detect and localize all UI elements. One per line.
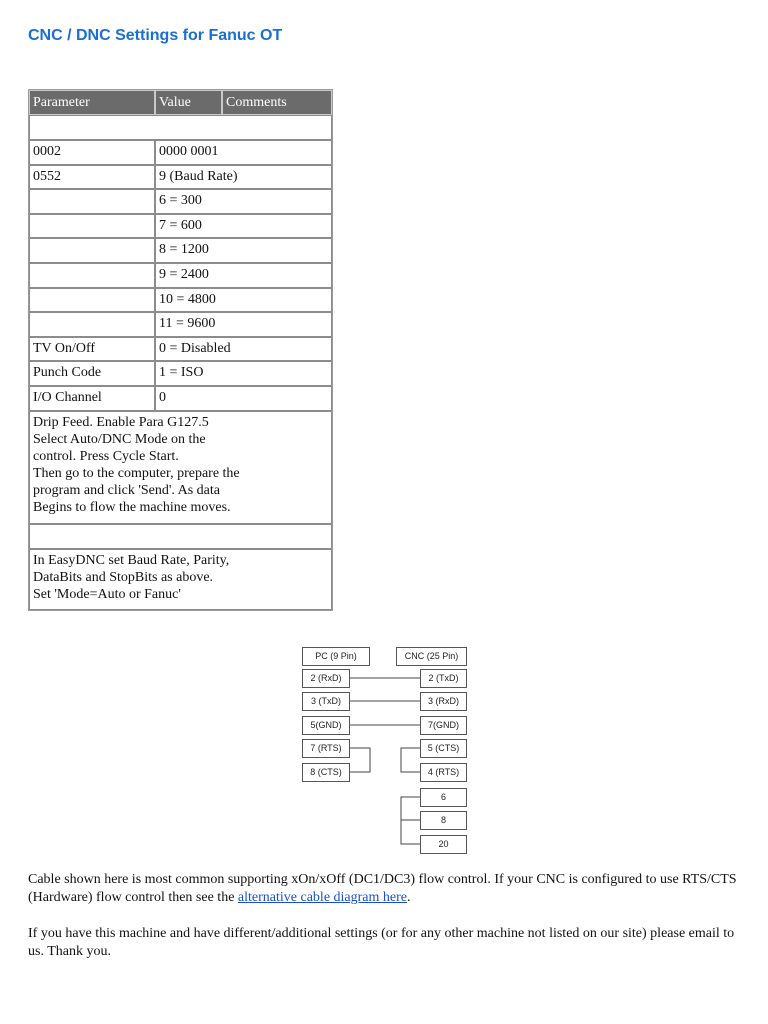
cnc-pin-box: 2 (TxD) — [420, 669, 467, 688]
parameter-cell — [29, 214, 155, 239]
cnc-pin-box: 7(GND) — [420, 716, 467, 735]
value-cell: 0000 0001 — [155, 140, 332, 165]
value-cell: 7 = 600 — [155, 214, 332, 239]
value-cell: 0 = Disabled — [155, 337, 332, 362]
cnc-pin-box: 8 — [420, 811, 467, 830]
parameter-cell — [29, 312, 155, 337]
parameter-cell: 0552 — [29, 165, 155, 190]
cnc-pin-box: 5 (CTS) — [420, 739, 467, 758]
table-row — [29, 524, 332, 549]
pc-pin-box: 7 (RTS) — [302, 739, 350, 758]
table-row — [29, 549, 332, 610]
cnc-pin-box: 3 (RxD) — [420, 692, 467, 711]
pc-pin-box: 3 (TxD) — [302, 692, 350, 711]
parameter-cell — [29, 288, 155, 313]
empty-cell — [29, 524, 332, 549]
table-row — [29, 165, 332, 190]
header-value: Value — [155, 90, 222, 115]
empty-cell — [29, 115, 332, 140]
contact-paragraph: If you have this machine and have different/additional settings (or for any other machine not listed on our site) please email to us. Thank you. — [28, 926, 735, 959]
parameter-cell: Punch Code — [29, 361, 155, 386]
pc-pin-box: 5(GND) — [302, 716, 350, 735]
easydnc-note: In EasyDNC set Baud Rate, Parity, DataBits and StopBits as above. Set 'Mode=Auto or Fanuc' — [29, 549, 332, 610]
page-title: CNC / DNC Settings for Fanuc OT — [28, 27, 283, 44]
table-row — [29, 337, 332, 362]
cnc-pin-box: 20 — [420, 835, 467, 854]
cnc-connector-header: CNC (25 Pin) — [396, 647, 467, 666]
cable-description-text: Cable shown here is most common supporting xOn/xOff (DC1/DC3) flow control. If your CNC is configured to use RTS/CTS (Hardware) flow control then see the — [28, 872, 737, 905]
table-row — [29, 312, 332, 337]
table-row — [29, 263, 332, 288]
header-parameter: Parameter — [29, 90, 155, 115]
value-cell: 8 = 1200 — [155, 238, 332, 263]
value-cell: 1 = ISO — [155, 361, 332, 386]
table-row — [29, 140, 332, 165]
cable-description-paragraph — [28, 871, 740, 907]
header-comments: Comments — [222, 90, 332, 115]
alternative-cable-diagram-link[interactable]: alternative cable diagram here — [237, 890, 407, 905]
table-row — [29, 214, 332, 239]
table-row — [29, 238, 332, 263]
table-row — [29, 189, 332, 214]
parameter-cell — [29, 238, 155, 263]
table-row — [29, 361, 332, 386]
table-row — [29, 115, 332, 140]
value-cell: 11 = 9600 — [155, 312, 332, 337]
table-header-row — [29, 90, 332, 115]
cnc-pin-box: 4 (RTS) — [420, 763, 467, 782]
value-cell: 6 = 300 — [155, 189, 332, 214]
drip-feed-note: Drip Feed. Enable Para G127.5 Select Auto/DNC Mode on the control. Press Cycle Start. Then go to the computer, prepare the program and click 'Send'. As data Begins to flow the machine moves. — [29, 411, 332, 524]
value-cell: 10 = 4800 — [155, 288, 332, 313]
parameter-cell: I/O Channel — [29, 386, 155, 411]
value-cell: 9 (Baud Rate) — [155, 165, 332, 190]
pc-pin-box: 2 (RxD) — [302, 669, 350, 688]
parameter-cell: TV On/Off — [29, 337, 155, 362]
parameter-cell — [29, 263, 155, 288]
value-cell: 9 = 2400 — [155, 263, 332, 288]
table-row — [29, 411, 332, 524]
table-row — [29, 386, 332, 411]
cable-wiring-diagram — [300, 647, 470, 855]
pc-connector-header: PC (9 Pin) — [302, 647, 370, 666]
cnc-pin-box: 6 — [420, 788, 467, 807]
value-cell: 0 — [155, 386, 332, 411]
parameter-cell: 0002 — [29, 140, 155, 165]
parameter-cell — [29, 189, 155, 214]
cable-description-end: . — [407, 890, 411, 905]
pc-pin-box: 8 (CTS) — [302, 763, 350, 782]
table-row — [29, 288, 332, 313]
settings-table — [28, 89, 333, 611]
